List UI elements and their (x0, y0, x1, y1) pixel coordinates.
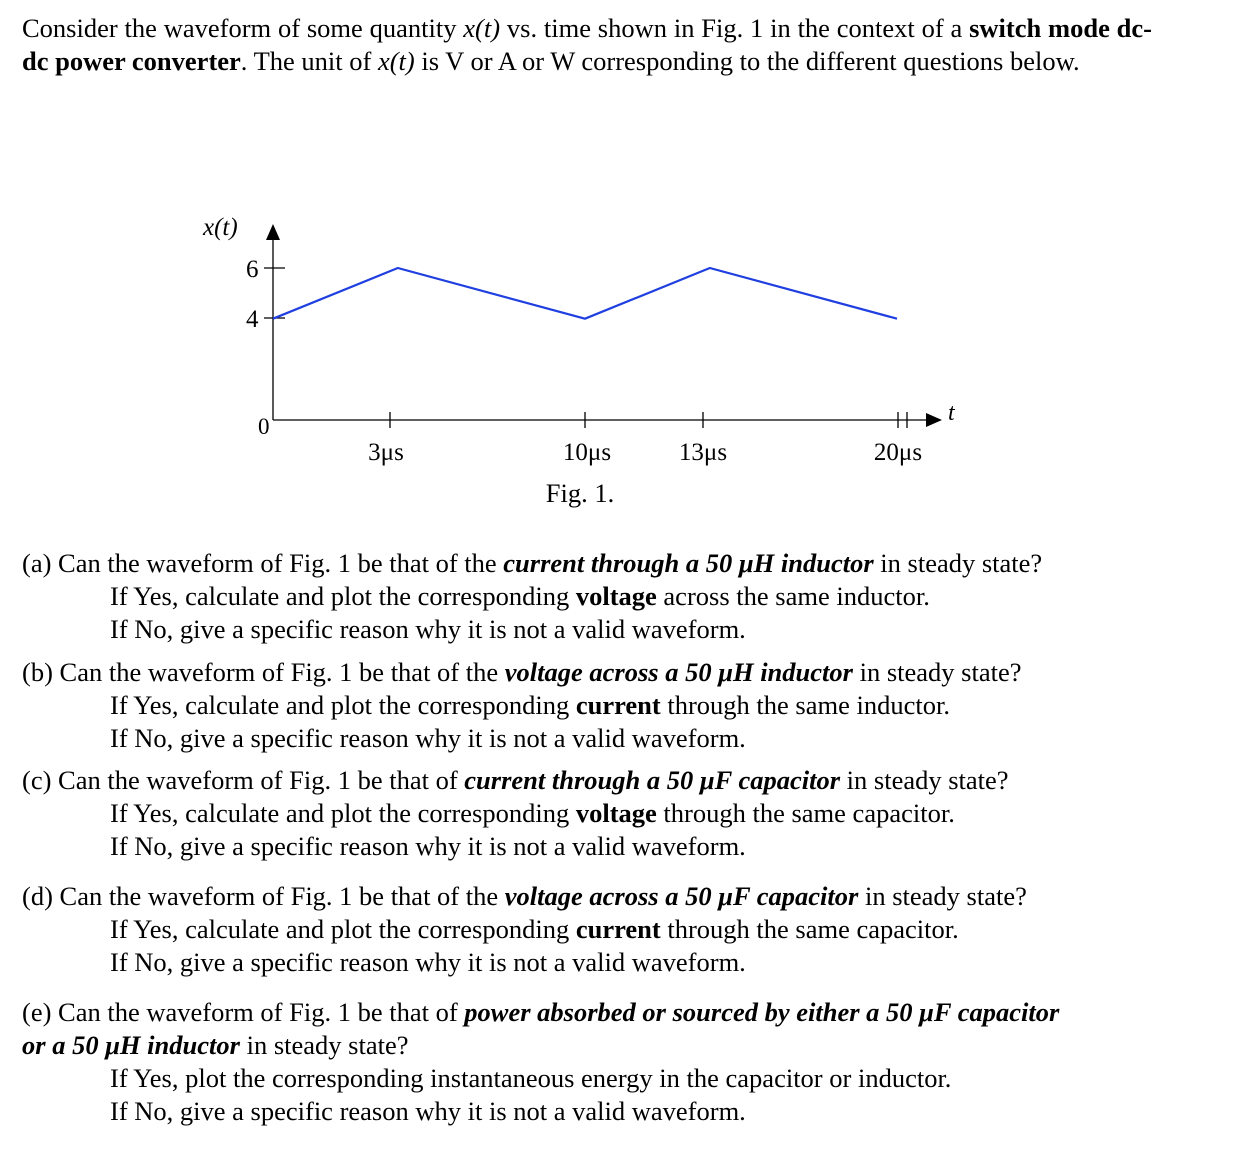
question-b-yes-bold: current (575, 690, 661, 720)
question-a-yes-2: across the same inductor. (656, 581, 930, 611)
question-a-emph: current through a 50 μH inductor (503, 548, 874, 578)
question-e-rest: in steady state? (239, 1030, 409, 1060)
y-axis-arrow (266, 224, 280, 240)
question-c-emph: current through a 50 μF capacitor (464, 765, 841, 795)
question-d-rest: in steady state? (858, 881, 1027, 911)
question-d-label: (d) Can the waveform of Fig. 1 be that of the (22, 881, 505, 911)
xtick-label-20us: 20μs (873, 439, 923, 466)
question-e-yes: If Yes, plot the corresponding instantaneous energy in the capacitor or inductor. (110, 1063, 952, 1093)
ytick-label-6: 6 (246, 256, 259, 283)
intro-x-of-t: x(t) (463, 13, 501, 43)
question-b-yes-2: through the same inductor. (660, 690, 950, 720)
question-c-yes-2: through the same capacitor. (656, 798, 955, 828)
figure-caption: Fig. 1. (545, 478, 615, 508)
question-e-label: (e) Can the waveform of Fig. 1 be that of (22, 997, 465, 1027)
question-b (22, 656, 1021, 755)
question-c-yes-1: If Yes, calculate and plot the corresponding (110, 798, 576, 828)
question-b-yes-1: If Yes, calculate and plot the corresponding (110, 690, 576, 720)
question-e-emph-2: or a 50 μH inductor (22, 1030, 240, 1060)
question-b-rest: in steady state? (852, 657, 1022, 687)
figure-1 (0, 0, 1234, 520)
intro-text-1: Consider the waveform of some quantity (22, 13, 464, 43)
question-c-rest: in steady state? (840, 765, 1009, 795)
ytick-label-4: 4 (246, 306, 259, 333)
question-d (22, 880, 1027, 979)
question-a-no: If No, give a specific reason why it is not a valid waveform. (110, 614, 746, 644)
intro-text-4: is V or A or W corresponding to the different questions below. (414, 46, 1080, 76)
waveform-line (273, 268, 897, 319)
question-c-label: (c) Can the waveform of Fig. 1 be that of (22, 765, 465, 795)
question-d-yes-1: If Yes, calculate and plot the corresponding (110, 914, 576, 944)
question-a-rest: in steady state? (873, 548, 1043, 578)
question-c-no: If No, give a specific reason why it is not a valid waveform. (110, 831, 746, 861)
question-e-emph-1: power absorbed or sourced by either a 50 μF capacitor (464, 997, 1060, 1027)
intro-bold-topic: switch mode dc-dc power converter (22, 13, 1152, 76)
question-d-emph: voltage across a 50 μF capacitor (504, 881, 859, 911)
question-d-yes-2: through the same capacitor. (660, 914, 959, 944)
xtick-label-10us: 10μs (562, 439, 612, 466)
question-a-label: (a) Can the waveform of Fig. 1 be that of the (22, 548, 504, 578)
question-d-yes-bold: current (575, 914, 661, 944)
question-b-emph: voltage across a 50 μH inductor (504, 657, 853, 687)
intro-text-3: . The unit of (240, 46, 378, 76)
intro-x-of-t-2: x(t) (377, 46, 415, 76)
y-axis-label: x(t) (203, 214, 238, 241)
intro-text-2: vs. time shown in Fig. 1 in the context of a (500, 13, 970, 43)
question-a (22, 547, 1042, 646)
question-a-yes-bold: voltage (575, 581, 657, 611)
xtick-label-13us: 13μs (678, 439, 728, 466)
ytick-label-0: 0 (258, 414, 270, 439)
question-a-yes-1: If Yes, calculate and plot the corresponding (110, 581, 576, 611)
question-c-yes-bold: voltage (575, 798, 657, 828)
question-d-no: If No, give a specific reason why it is not a valid waveform. (110, 947, 746, 977)
question-b-no: If No, give a specific reason why it is not a valid waveform. (110, 723, 746, 753)
question-e (22, 996, 1059, 1128)
question-c (22, 764, 1009, 863)
question-e-no: If No, give a specific reason why it is not a valid waveform. (110, 1096, 746, 1126)
x-axis-arrow (926, 413, 942, 427)
xtick-label-3us: 3μs (368, 439, 404, 466)
x-axis-label: t (948, 400, 955, 426)
question-b-label: (b) Can the waveform of Fig. 1 be that of the (22, 657, 505, 687)
